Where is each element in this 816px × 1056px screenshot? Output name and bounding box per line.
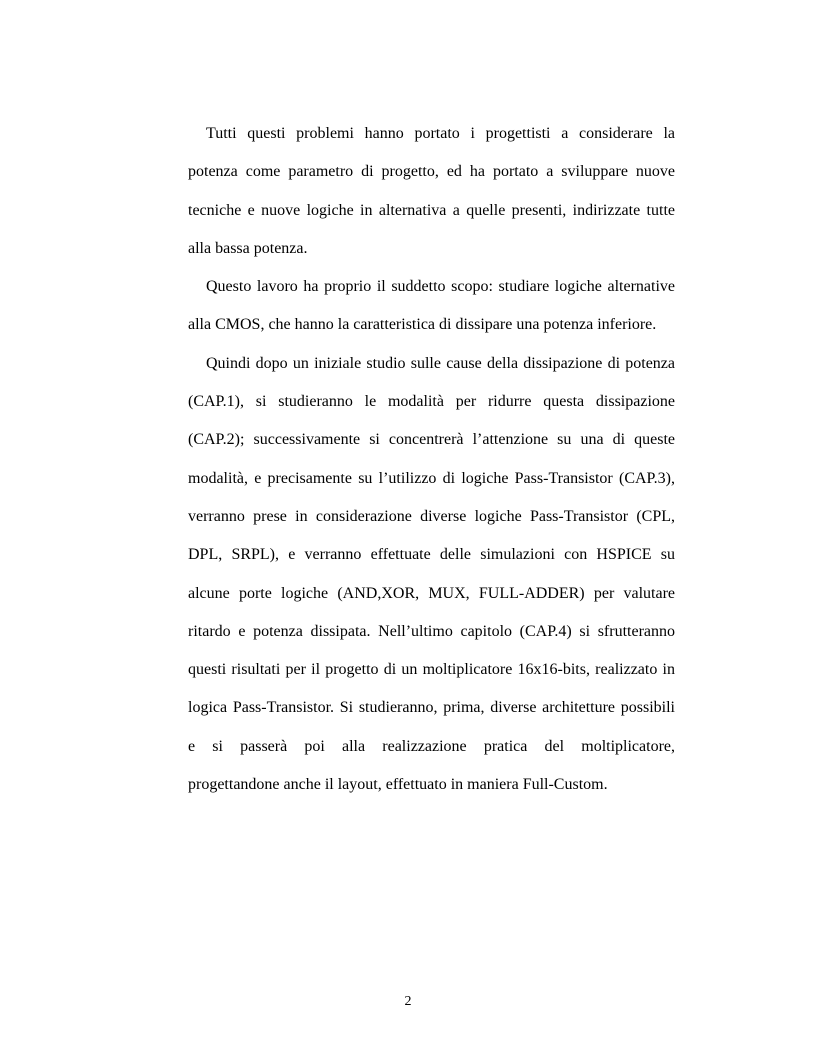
text-line: alla bassa potenza.	[188, 239, 308, 257]
text-line: questi risultati per il progetto di un moltiplicatore 16x16-bits, realizzato in	[188, 661, 675, 679]
text-line: (CAP.2); successivamente si concentrerà l’attenzione su una di queste	[188, 431, 675, 449]
text-line: DPL, SRPL), e verranno effettuate delle simulazioni con HSPICE su	[188, 546, 675, 564]
text-line: Tutti questi problemi hanno portato i progettisti a considerare la	[206, 125, 675, 142]
text-line: verranno prese in considerazione diverse logiche Pass-Transistor (CPL,	[188, 507, 675, 525]
text-line: alla CMOS, che hanno la caratteristica di dissipare una potenza inferiore.	[188, 316, 657, 334]
text-line: logica Pass-Transistor. Si studieranno, prima, diverse architetture possibili	[188, 699, 675, 717]
text-line: Questo lavoro ha proprio il suddetto scopo: studiare logiche alternative	[206, 278, 675, 296]
text-line: Quindi dopo un iniziale studio sulle cause della dissipazione di potenza	[206, 354, 675, 372]
text-line: (CAP.1), si studieranno le modalità per ridurre questa dissipazione	[188, 393, 675, 411]
text-line: ritardo e potenza dissipata. Nell’ultimo capitolo (CAP.4) si sfrutteranno	[188, 622, 675, 640]
text-line: tecniche e nuove logiche in alternativa a quelle presenti, indirizzate tutte	[188, 201, 675, 219]
text-line: potenza come parametro di progetto, ed ha portato a sviluppare nuove	[188, 163, 675, 181]
text-line: progettandone anche il layout, effettuato in maniera Full-Custom.	[188, 776, 608, 794]
text-line: e si passerà poi alla realizzazione pratica del moltiplicatore,	[188, 737, 675, 755]
body-text	[188, 118, 675, 807]
text-line: alcune porte logiche (AND,XOR, MUX, FULL-ADDER) per valutare	[188, 584, 675, 602]
page-number: 2	[404, 994, 412, 1009]
text-line: modalità, e precisamente su l’utilizzo di logiche Pass-Transistor (CAP.3),	[188, 469, 675, 487]
